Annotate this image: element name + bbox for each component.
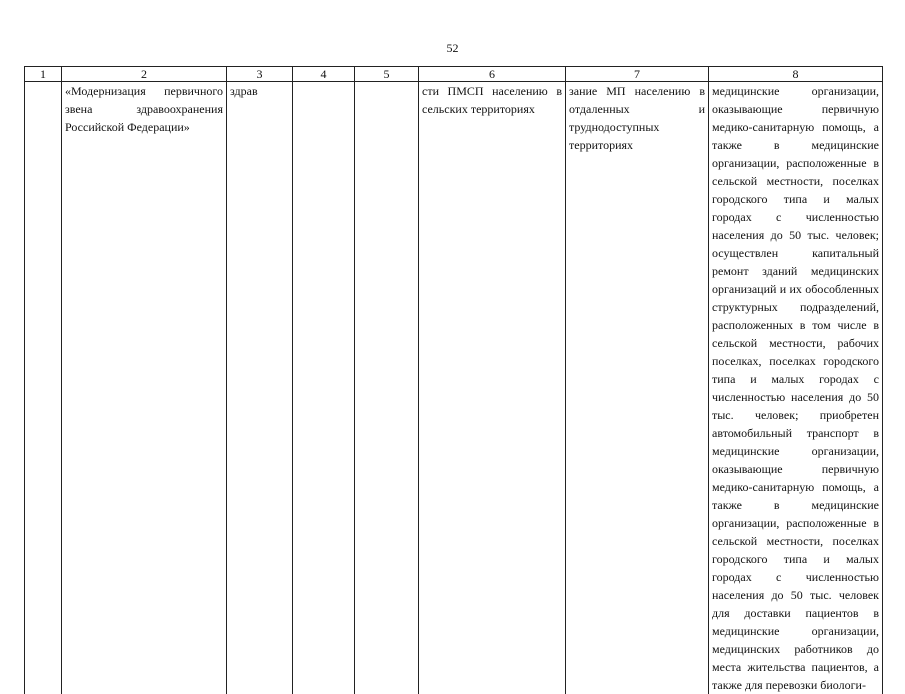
data-table [24,66,883,694]
cell-col1 [25,82,62,694]
header-cell-4: 4 [293,67,355,82]
cell-col6: сти ПМСП населению в сельских территориях [419,82,566,694]
header-cell-6: 6 [419,67,566,82]
header-cell-5: 5 [355,67,419,82]
cell-results: медицинские организации, оказывающие первичную медико-санитарную помощь, а также в медицинские организации, расположенные в сельской местности, поселках городского типа и малых городах с численностью населения до 50 тыс. человек; осуществлен капитальный ремонт зданий медицинских организаций и их обособленных структурных подразделений, расположенных в том числе в сельской местности, рабочих поселках, поселках городского типа и малых городах с численностью населения до 50 тыс. человек; приобретен автомобильный транспорт в медицинские организации, оказывающие первичную медико-санитарную помощь, а также в медицинские организации, расположенные в сельской местности, поселках городского типа и малых городах с численностью населения до 50 тыс. человек для доставки пациентов в медицинские организации, медицинских работников до места жительства пациентов, а также для перевозки биологи- [709,82,883,694]
cell-col7: зание МП населению в отдаленных и труднодоступных территориях [566,82,709,694]
header-cell-1: 1 [25,67,62,82]
page-number: 52 [0,41,905,56]
cell-col5 [355,82,419,694]
header-cell-3: 3 [227,67,293,82]
table-header-row [25,67,883,82]
header-cell-7: 7 [566,67,709,82]
cell-col3: здрав [227,82,293,694]
cell-col4 [293,82,355,694]
header-cell-8: 8 [709,67,883,82]
table-row [25,82,883,694]
cell-project-name: «Модернизация первичного звена здравоохранения Российской Федерации» [62,82,227,694]
header-cell-2: 2 [62,67,227,82]
